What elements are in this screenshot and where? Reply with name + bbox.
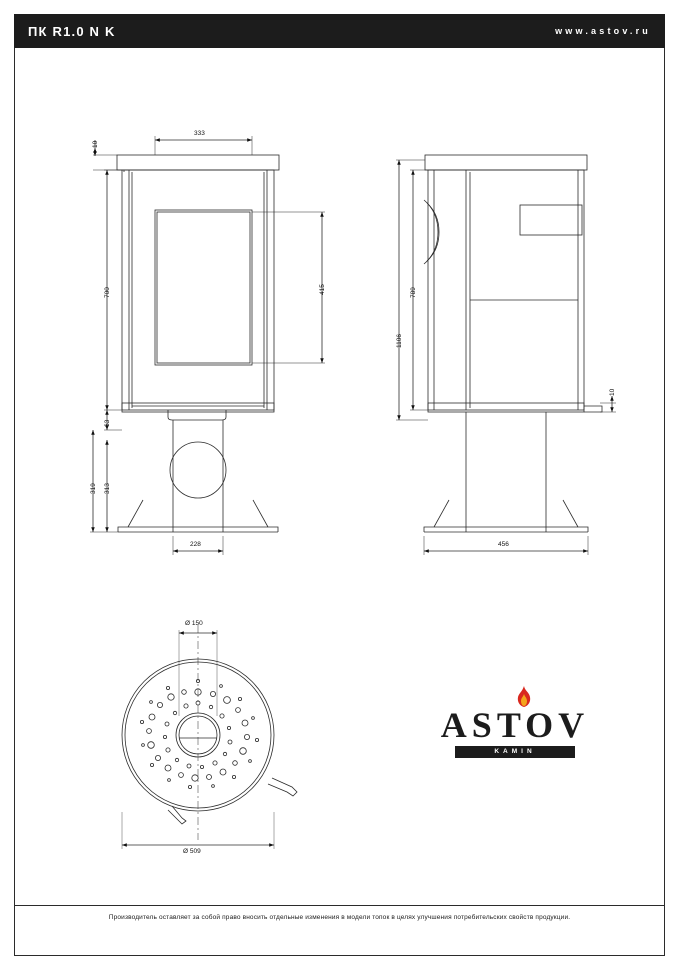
dim-top-150: Ø 150 <box>185 620 203 627</box>
dim-front-333: 333 <box>194 130 205 137</box>
dim-front-63: 63 <box>104 419 111 427</box>
dim-front-10: 10 <box>92 140 99 148</box>
dim-side-10: 10 <box>609 388 616 396</box>
dim-front-313: 313 <box>104 483 111 494</box>
website-label: www.astov.ru <box>555 26 651 36</box>
dim-side-1106: 1106 <box>396 334 403 348</box>
footer-divider <box>15 905 664 906</box>
dim-front-319: 319 <box>90 483 97 494</box>
brand-name: ASTOV <box>440 705 590 745</box>
brand-subtitle: KAMIN <box>455 746 575 758</box>
page-frame <box>14 48 665 956</box>
brand-logo <box>425 680 605 770</box>
dim-front-415: 415 <box>319 284 326 295</box>
dim-side-456: 456 <box>498 541 509 548</box>
disclaimer-note: Производитель оставляет за собой право вносить отдельные изменения в модели топок в целях улучшения потребительских свойств продукции. <box>108 914 571 921</box>
header-bar <box>14 14 665 48</box>
dim-front-700: 700 <box>104 287 111 298</box>
dim-top-509: Ø 509 <box>183 848 201 855</box>
model-title: ПК R1.0 N K <box>28 23 116 39</box>
dim-front-228: 228 <box>190 541 201 548</box>
dim-side-789: 789 <box>410 287 417 298</box>
